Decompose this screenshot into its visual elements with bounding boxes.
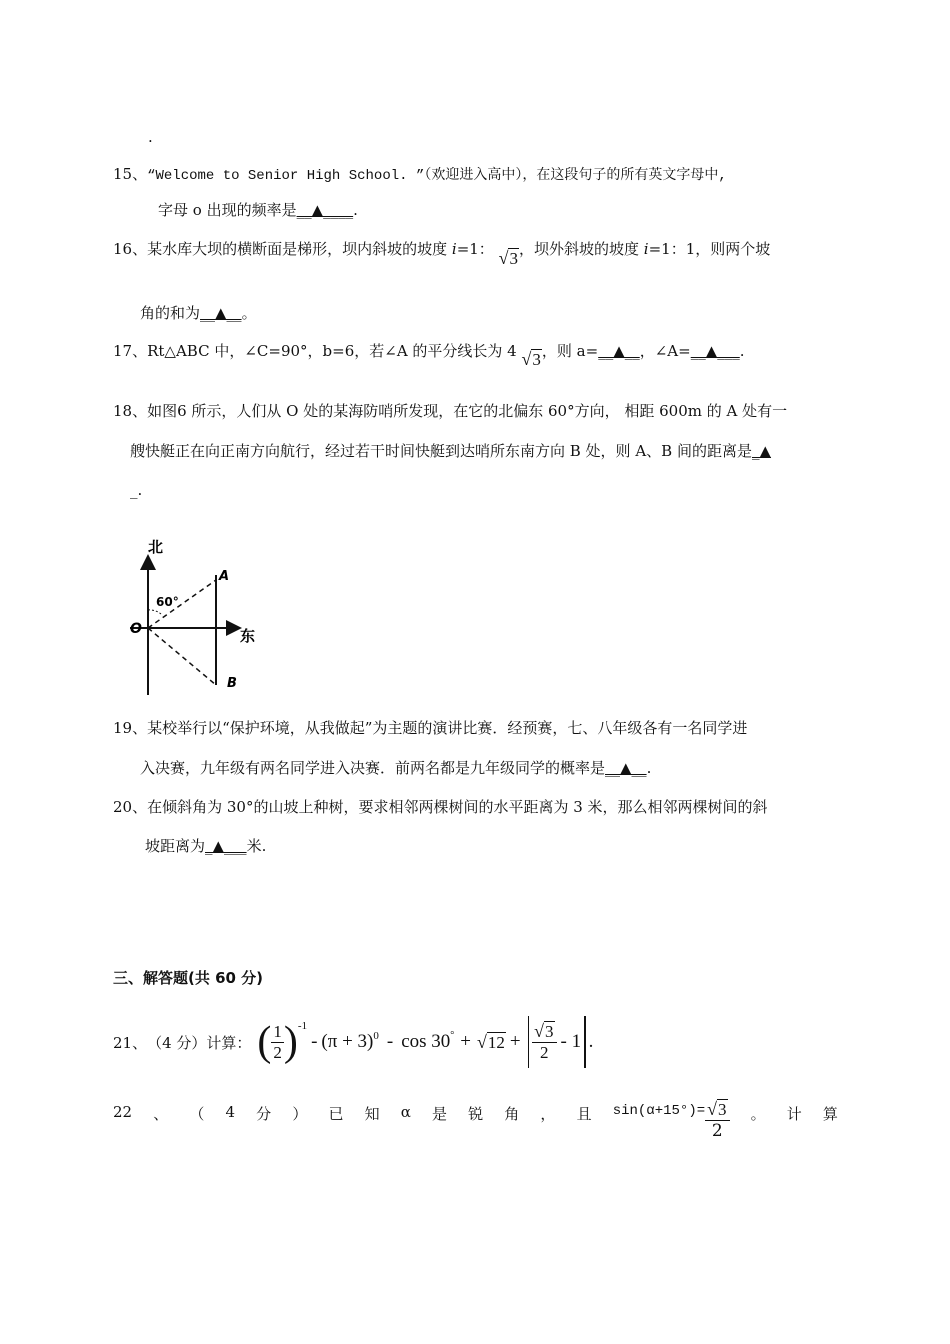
direction-figure xyxy=(120,530,280,700)
answer-blank-a: __▲__ xyxy=(598,342,640,360)
question-label: （4 分）计算： xyxy=(147,1033,252,1052)
question-19-line2 xyxy=(140,757,651,778)
text-token: 计 xyxy=(786,1105,802,1123)
question-text: “Welcome to Senior High School. ”（欢迎进入高中），在这段句子的所有英文字母中, xyxy=(147,168,727,184)
section-heading: 三、解答题(共 60 分) xyxy=(113,969,264,987)
sqrt-expression xyxy=(534,1021,554,1042)
answer-blank: _▲___ xyxy=(205,837,247,855)
line-o-to-b xyxy=(148,628,216,685)
north-label: 北 xyxy=(148,538,164,556)
question-16-line2 xyxy=(140,302,257,323)
radical-sign: √ xyxy=(707,1099,718,1119)
question-19 xyxy=(113,717,747,738)
question-22 xyxy=(113,1099,838,1141)
angle-label: 60° xyxy=(156,595,179,609)
radical-sign: √ xyxy=(521,349,532,369)
question-text: 某水库大坝的横断面是梯形，坝内斜坡的坡度 xyxy=(147,240,452,258)
question-18-line2 xyxy=(130,440,771,461)
text-token: 是 xyxy=(432,1105,448,1123)
expression xyxy=(257,1016,593,1068)
radicand: 3 xyxy=(532,350,541,369)
point-a-label: A xyxy=(219,569,230,584)
question-number: 19、 xyxy=(113,719,148,737)
text-token: 知 xyxy=(364,1105,380,1123)
question-end: 。 xyxy=(241,304,257,322)
question-17 xyxy=(113,340,745,369)
radicand: 12 xyxy=(487,1032,505,1052)
operator: - xyxy=(386,1031,394,1052)
question-end: . xyxy=(646,759,652,777)
question-16 xyxy=(113,238,771,268)
question-text: =1：1，则两个坡 xyxy=(648,240,771,258)
question-end: . xyxy=(739,342,745,360)
sin-equation xyxy=(612,1099,730,1141)
point-b-label: B xyxy=(227,676,237,691)
text-token: 且 xyxy=(576,1105,592,1123)
text-token: 锐 xyxy=(468,1105,484,1123)
question-15 xyxy=(113,163,727,184)
answer-blank-angle: __▲___ xyxy=(690,342,740,360)
sqrt-expression xyxy=(499,248,519,269)
question-21 xyxy=(113,1012,593,1072)
cos-term: cos 30 xyxy=(401,1031,451,1052)
question-text: 在倾斜角为 30°的山坡上种树，要求相邻两棵树间的水平距离为 3 米，那么相邻两棵树间的斜 xyxy=(147,798,768,816)
text-token: 算 xyxy=(822,1105,838,1123)
fraction-half xyxy=(271,1022,284,1063)
pi-term: (π + 3) xyxy=(321,1031,374,1052)
question-number: 20、 xyxy=(113,798,148,816)
denominator: 2 xyxy=(711,1121,723,1141)
text-token: ） xyxy=(292,1105,308,1123)
fraction-sqrt3-over-2 xyxy=(532,1021,556,1063)
abs-minus-one: - 1 xyxy=(560,1031,582,1052)
answer-blank: __▲____ xyxy=(296,201,354,219)
question-15-line2 xyxy=(158,199,358,220)
stray-dot: . xyxy=(148,128,153,146)
abs-bar-right xyxy=(584,1016,586,1068)
text-token: 。 xyxy=(750,1105,766,1123)
text-token: 角 xyxy=(504,1105,520,1123)
text-token: ， xyxy=(540,1105,556,1123)
text-token: 、 xyxy=(153,1105,169,1123)
question-number: 18、 xyxy=(113,402,148,420)
sqrt-expression xyxy=(707,1099,727,1120)
exponent: -1 xyxy=(297,1020,308,1032)
radicand: 3 xyxy=(509,249,518,268)
question-20-line2 xyxy=(145,835,266,856)
exponent-zero: 0 xyxy=(373,1030,379,1042)
answer-blank: __▲__ xyxy=(200,304,242,322)
question-text: ，∠A= xyxy=(639,342,691,360)
text-token: 已 xyxy=(328,1105,344,1123)
radical-sign: √ xyxy=(498,248,509,268)
abs-bar-left xyxy=(528,1016,530,1068)
text-token: （ xyxy=(189,1105,205,1123)
denominator: 2 xyxy=(273,1042,282,1062)
question-number: 21、 xyxy=(113,1033,148,1052)
numerator: 1 xyxy=(273,1021,282,1041)
slope-symbol: i xyxy=(643,240,649,258)
operator: + xyxy=(509,1031,521,1052)
right-paren: ) xyxy=(283,1019,298,1065)
question-text: 角的和为 xyxy=(140,304,201,322)
text-token: 分 xyxy=(256,1105,272,1123)
numerator xyxy=(532,1021,556,1043)
ratio-text: =1： xyxy=(456,240,494,258)
question-20 xyxy=(113,796,768,817)
question-text: ，则 a= xyxy=(541,342,599,360)
question-number: 22 xyxy=(113,1103,133,1121)
radicand: 3 xyxy=(718,1100,727,1119)
radical-sign: √ xyxy=(534,1021,544,1041)
question-text: _. xyxy=(130,481,143,499)
sqrt-expression xyxy=(477,1032,506,1053)
question-number: 15、 xyxy=(113,165,148,183)
question-text: 某校举行以“保护环境，从我做起”为主题的演讲比赛．经预赛，七、八年级各有一名同学进 xyxy=(147,719,748,737)
degree-sign: ° xyxy=(450,1030,455,1041)
question-end: 米. xyxy=(246,837,267,855)
slope-symbol: i xyxy=(451,240,457,258)
question-18 xyxy=(113,400,787,421)
angle-arc xyxy=(148,610,161,614)
question-text: 坡距离为 xyxy=(145,837,206,855)
fraction-sqrt3-over-2 xyxy=(705,1099,729,1141)
radical-sign: √ xyxy=(477,1031,487,1052)
denominator: 2 xyxy=(540,1043,549,1062)
east-label: 东 xyxy=(240,627,256,645)
text-token: α xyxy=(400,1103,411,1121)
question-text: 字母 o 出现的频率是 xyxy=(158,201,297,219)
question-text: 如图6 所示，人们从 O 处的某海防哨所发现，在它的北偏东 60°方向， 相距 600m 的 A 处有一 xyxy=(147,402,788,420)
question-18-line3 xyxy=(130,481,142,499)
answer-blank: __▲__ xyxy=(605,759,647,777)
radicand: 3 xyxy=(545,1022,554,1041)
sin-expression: sin(α+15°)= xyxy=(612,1103,706,1119)
origin-label: O xyxy=(130,621,142,637)
question-text: ，坝外斜坡的坡度 xyxy=(518,240,644,258)
question-text: 入决赛，九年级有两名同学进入决赛．前两名都是九年级同学的概率是 xyxy=(140,759,606,777)
sqrt-expression xyxy=(522,349,542,370)
question-number: 16、 xyxy=(113,240,148,258)
question-number: 17、 xyxy=(113,342,148,360)
question-text: Rt△ABC 中，∠C=90°，b=6，若∠A 的平分线长为 4 xyxy=(147,342,517,360)
answer-blank: _▲ xyxy=(751,442,772,460)
question-text: 艘快艇正在向正南方向航行，经过若干时间快艇到达哨所东南方向 B 处，则 A、B 间的距离是 xyxy=(130,442,752,460)
left-paren: ( xyxy=(257,1019,272,1065)
operator: + xyxy=(460,1031,471,1052)
question-end: . xyxy=(353,201,358,219)
question-end: . xyxy=(588,1031,594,1052)
numerator xyxy=(705,1099,729,1121)
operator: - xyxy=(311,1031,318,1052)
text-token: 4 xyxy=(225,1103,236,1121)
